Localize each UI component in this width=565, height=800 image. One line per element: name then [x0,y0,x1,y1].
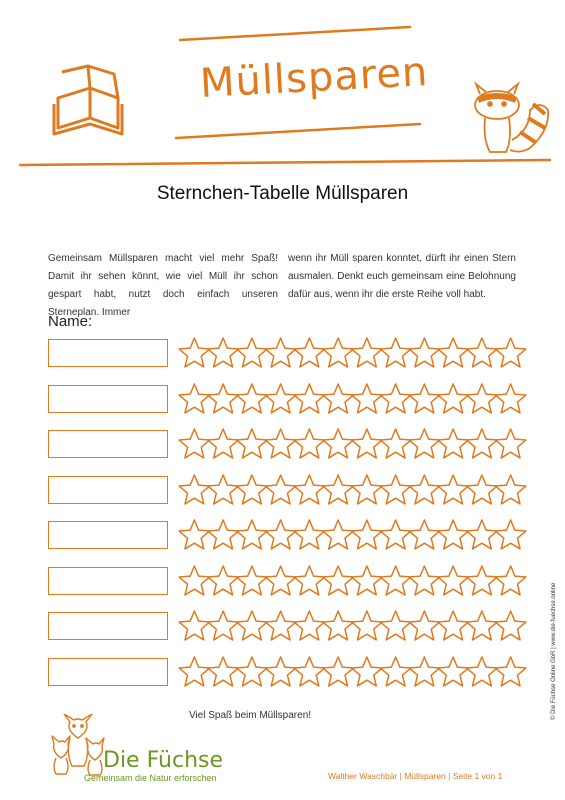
star-outline-icon[interactable] [409,657,439,686]
star-outline-icon[interactable] [467,338,497,367]
star-outline-icon[interactable] [294,520,324,549]
name-label: Name: [48,313,93,330]
star-outline-icon[interactable] [265,566,295,595]
star-outline-icon[interactable] [179,384,209,413]
star-outline-icon[interactable] [294,566,324,595]
star-outline-icon[interactable] [352,338,382,367]
star-row [180,336,525,370]
star-outline-icon[interactable] [323,475,353,504]
star-outline-icon[interactable] [352,384,382,413]
star-outline-icon[interactable] [495,566,525,595]
star-outline-icon[interactable] [380,611,410,640]
side-copyright: © Die Füchse Online GbR | www.die-fuechse.online [551,582,557,720]
star-outline-icon[interactable] [237,566,267,595]
star-outline-icon[interactable] [265,657,295,686]
name-field[interactable] [48,658,168,686]
star-outline-icon[interactable] [237,338,267,367]
star-outline-icon[interactable] [352,611,382,640]
star-outline-icon[interactable] [467,384,497,413]
name-field[interactable] [48,612,168,640]
star-outline-icon[interactable] [179,338,209,367]
star-outline-icon[interactable] [208,384,238,413]
star-outline-icon[interactable] [495,338,525,367]
star-outline-icon[interactable] [323,384,353,413]
star-outline-icon[interactable] [409,429,439,458]
fox-family-icon [48,714,108,776]
name-field[interactable] [48,339,168,367]
star-outline-icon[interactable] [179,520,209,549]
star-outline-icon[interactable] [352,657,382,686]
name-field[interactable] [48,385,168,413]
star-outline-icon[interactable] [265,429,295,458]
star-outline-icon[interactable] [179,657,209,686]
star-outline-icon[interactable] [438,384,468,413]
star-outline-icon[interactable] [323,520,353,549]
star-outline-icon[interactable] [265,384,295,413]
star-outline-icon[interactable] [495,475,525,504]
star-outline-icon[interactable] [208,657,238,686]
star-outline-icon[interactable] [265,475,295,504]
star-outline-icon[interactable] [323,338,353,367]
star-outline-icon[interactable] [380,566,410,595]
star-outline-icon[interactable] [265,520,295,549]
star-outline-icon[interactable] [265,611,295,640]
star-row [180,473,525,507]
star-outline-icon[interactable] [294,384,324,413]
star-outline-icon[interactable] [467,429,497,458]
star-outline-icon[interactable] [208,611,238,640]
star-outline-icon[interactable] [380,384,410,413]
star-outline-icon[interactable] [409,520,439,549]
star-outline-icon[interactable] [380,338,410,367]
star-outline-icon[interactable] [323,657,353,686]
name-field[interactable] [48,476,168,504]
footer-page-info: Walther Waschbär | Müllsparen | Seite 1 von 1 [328,771,503,781]
star-outline-icon[interactable] [409,566,439,595]
star-outline-icon[interactable] [294,657,324,686]
star-outline-icon[interactable] [467,657,497,686]
star-outline-icon[interactable] [294,475,324,504]
brand-tagline: Gemeinsam die Natur erforschen [84,773,217,783]
intro-text-left: Gemeinsam Müllsparen macht viel mehr Spaß! Damit ihr sehen könnt, wie viel Müll ihr schon gespart habt, nutzt doch einfach unseren Sterneplan. Immer [48,253,278,318]
star-row [180,609,525,643]
star-row [180,427,525,461]
star-outline-icon[interactable] [380,657,410,686]
star-outline-icon[interactable] [467,566,497,595]
star-outline-icon[interactable] [179,566,209,595]
star-outline-icon[interactable] [265,338,295,367]
star-outline-icon[interactable] [495,657,525,686]
star-outline-icon[interactable] [208,475,238,504]
star-outline-icon[interactable] [467,611,497,640]
star-outline-icon[interactable] [237,657,267,686]
star-outline-icon[interactable] [438,338,468,367]
star-outline-icon[interactable] [409,338,439,367]
star-outline-icon[interactable] [323,429,353,458]
star-outline-icon[interactable] [495,384,525,413]
star-outline-icon[interactable] [438,475,468,504]
star-outline-icon[interactable] [208,520,238,549]
star-outline-icon[interactable] [352,566,382,595]
star-outline-icon[interactable] [208,338,238,367]
star-outline-icon[interactable] [179,429,209,458]
star-outline-icon[interactable] [352,520,382,549]
star-outline-icon[interactable] [323,611,353,640]
star-outline-icon[interactable] [323,566,353,595]
star-outline-icon[interactable] [409,384,439,413]
star-outline-icon[interactable] [237,475,267,504]
star-outline-icon[interactable] [179,611,209,640]
star-outline-icon[interactable] [409,611,439,640]
star-outline-icon[interactable] [409,475,439,504]
star-outline-icon[interactable] [467,475,497,504]
star-row [180,564,525,598]
star-outline-icon[interactable] [237,520,267,549]
star-outline-icon[interactable] [237,429,267,458]
star-row [180,655,525,689]
star-outline-icon[interactable] [237,384,267,413]
star-outline-icon[interactable] [495,611,525,640]
star-outline-icon[interactable] [380,520,410,549]
star-outline-icon[interactable] [352,475,382,504]
star-outline-icon[interactable] [438,611,468,640]
brand-name: Die Füchse [103,748,224,773]
star-outline-icon[interactable] [438,566,468,595]
star-row [180,518,525,552]
star-outline-icon[interactable] [179,475,209,504]
star-outline-icon[interactable] [237,611,267,640]
star-outline-icon[interactable] [294,611,324,640]
star-outline-icon[interactable] [208,429,238,458]
star-outline-icon[interactable] [438,657,468,686]
name-field[interactable] [48,430,168,458]
star-outline-icon[interactable] [495,429,525,458]
star-outline-icon[interactable] [438,520,468,549]
star-outline-icon[interactable] [380,475,410,504]
star-outline-icon[interactable] [380,429,410,458]
star-outline-icon[interactable] [208,566,238,595]
star-outline-icon[interactable] [294,338,324,367]
star-outline-icon[interactable] [495,520,525,549]
page-title: Sternchen-Tabelle Müllsparen [156,183,409,204]
banner-title: Müllsparen [198,49,430,107]
star-row [180,382,525,416]
name-field[interactable] [48,521,168,549]
star-outline-icon[interactable] [352,429,382,458]
star-outline-icon[interactable] [467,520,497,549]
star-outline-icon[interactable] [438,429,468,458]
intro-text-right: wenn ihr Müll sparen konntet, dürft ihr einen Stern ausmalen. Denkt euch gemeinsam eine Belohnung dafür aus, wenn ihr die erste Reihe voll habt. [288,253,516,300]
name-field[interactable] [48,567,168,595]
closing-text: Viel Spaß beim Müllsparen! [188,710,312,721]
star-outline-icon[interactable] [294,429,324,458]
